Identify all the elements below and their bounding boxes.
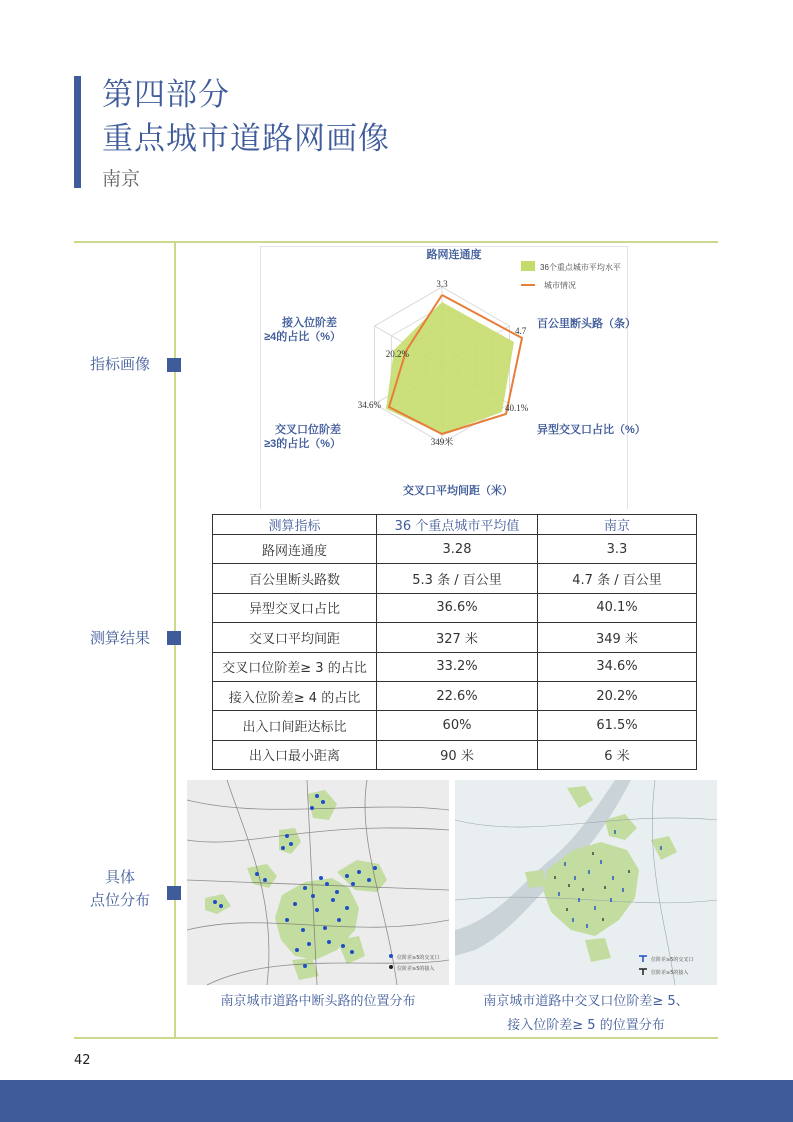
dead-end-roads-map bbox=[187, 780, 449, 985]
radar-axis-label: 路网连通度 bbox=[426, 249, 482, 261]
table-cell: 百公里断头路数 bbox=[213, 564, 377, 593]
legend-swatch-average bbox=[521, 261, 535, 271]
radar-axis-label: ≥4的占比（%） bbox=[264, 331, 341, 343]
radar-axis-label: 接入位阶差 bbox=[282, 317, 337, 329]
radar-axis-label: 百公里断头路（条） bbox=[537, 318, 636, 330]
table-cell: 90 米 bbox=[377, 740, 538, 769]
table-row bbox=[213, 535, 697, 564]
map-legend-label: 位阶差≥5的交叉口 bbox=[651, 957, 694, 963]
table-row bbox=[213, 564, 697, 593]
map-legend-label: 位阶差≥5的接入 bbox=[397, 966, 435, 972]
section-marker bbox=[167, 631, 181, 645]
table-row bbox=[213, 711, 697, 740]
table-cell: 出入口间距达标比 bbox=[213, 711, 377, 740]
table-cell: 349 米 bbox=[538, 623, 697, 652]
radar-axis-label: ≥3的占比（%） bbox=[264, 438, 341, 450]
table-cell: 34.6% bbox=[538, 652, 697, 681]
table-header-row bbox=[213, 515, 697, 535]
section-label-distribution-1: 具体 bbox=[104, 868, 135, 886]
map-legend-marker bbox=[639, 969, 647, 975]
right-map-caption-line2: 接入位阶差≥ 5 的位置分布 bbox=[507, 1018, 665, 1033]
legend-label-city: 城市情况 bbox=[544, 281, 576, 290]
table-cell: 出入口最小距离 bbox=[213, 740, 377, 769]
part-title: 第四部分 bbox=[102, 77, 230, 113]
map-graphic bbox=[455, 780, 717, 985]
page-number: 42 bbox=[74, 1053, 91, 1068]
section-marker bbox=[167, 358, 181, 372]
table-cell: 接入位阶差≥ 4 的占比 bbox=[213, 681, 377, 710]
section-label-indicator: 指标画像 bbox=[89, 355, 150, 373]
map-legend-label: 位阶差≥5的接入 bbox=[651, 970, 689, 976]
table-cell: 6 米 bbox=[538, 740, 697, 769]
table-cell: 3.28 bbox=[377, 535, 538, 564]
table-header-cell: 南京 bbox=[538, 515, 697, 535]
table-cell: 异型交叉口占比 bbox=[213, 593, 377, 622]
radar-value-label: 40.1% bbox=[505, 403, 529, 413]
radar-value-label: 34.6% bbox=[357, 400, 381, 410]
table-row bbox=[213, 593, 697, 622]
section-label-results: 测算结果 bbox=[89, 629, 150, 647]
map-legend-marker bbox=[639, 956, 647, 962]
radar-chart bbox=[261, 247, 646, 509]
radar-chart-panel bbox=[260, 246, 646, 509]
table-cell: 33.2% bbox=[377, 652, 538, 681]
city-subtitle: 南京 bbox=[102, 168, 141, 190]
radar-value-label: 20.2% bbox=[385, 349, 409, 359]
table-cell: 5.3 条 / 百公里 bbox=[377, 564, 538, 593]
map-graphic bbox=[187, 780, 449, 985]
table-cell: 4.7 条 / 百公里 bbox=[538, 564, 697, 593]
section-label-distribution-2: 点位分布 bbox=[89, 891, 150, 909]
radar-axis-label: 交叉口平均间距（米） bbox=[403, 485, 513, 497]
table-cell: 61.5% bbox=[538, 711, 697, 740]
radar-value-label: 3.3 bbox=[436, 279, 448, 289]
table-header-cell: 36 个重点城市平均值 bbox=[377, 515, 538, 535]
legend-label-average: 36个重点城市平均水平 bbox=[540, 263, 621, 272]
table-cell: 22.6% bbox=[377, 681, 538, 710]
radar-value-label: 4.7 bbox=[515, 326, 527, 336]
table-cell: 60% bbox=[377, 711, 538, 740]
radar-value-label: 349米 bbox=[430, 437, 454, 447]
map-legend-marker bbox=[389, 965, 393, 969]
table-cell: 交叉口位阶差≥ 3 的占比 bbox=[213, 652, 377, 681]
table-cell: 交叉口平均间距 bbox=[213, 623, 377, 652]
table-header-cell: 测算指标 bbox=[213, 515, 377, 535]
radar-axis-label: 交叉口位阶差 bbox=[275, 424, 341, 436]
table-row bbox=[213, 681, 697, 710]
top-divider bbox=[74, 241, 718, 243]
footer-band bbox=[0, 1080, 793, 1122]
level-difference-map bbox=[455, 780, 717, 985]
results-table bbox=[212, 514, 697, 770]
page-title: 重点城市道路网画像 bbox=[102, 121, 390, 157]
right-map-caption-line1: 南京城市道路中交叉口位阶差≥ 5、 bbox=[483, 994, 689, 1009]
table-cell: 20.2% bbox=[538, 681, 697, 710]
map-legend-marker bbox=[389, 954, 393, 958]
table-row bbox=[213, 623, 697, 652]
table-cell: 路网连通度 bbox=[213, 535, 377, 564]
table-cell: 327 米 bbox=[377, 623, 538, 652]
section-marker bbox=[167, 886, 181, 900]
map-legend-label: 位阶差≥5的交叉口 bbox=[397, 955, 440, 961]
table-cell: 40.1% bbox=[538, 593, 697, 622]
title-accent-bar bbox=[74, 76, 81, 188]
table-row bbox=[213, 652, 697, 681]
table-cell: 36.6% bbox=[377, 593, 538, 622]
table-row bbox=[213, 740, 697, 769]
table-cell: 3.3 bbox=[538, 535, 697, 564]
radar-axis-label: 异型交叉口占比（%） bbox=[537, 424, 646, 436]
left-map-caption: 南京城市道路中断头路的位置分布 bbox=[220, 994, 416, 1009]
